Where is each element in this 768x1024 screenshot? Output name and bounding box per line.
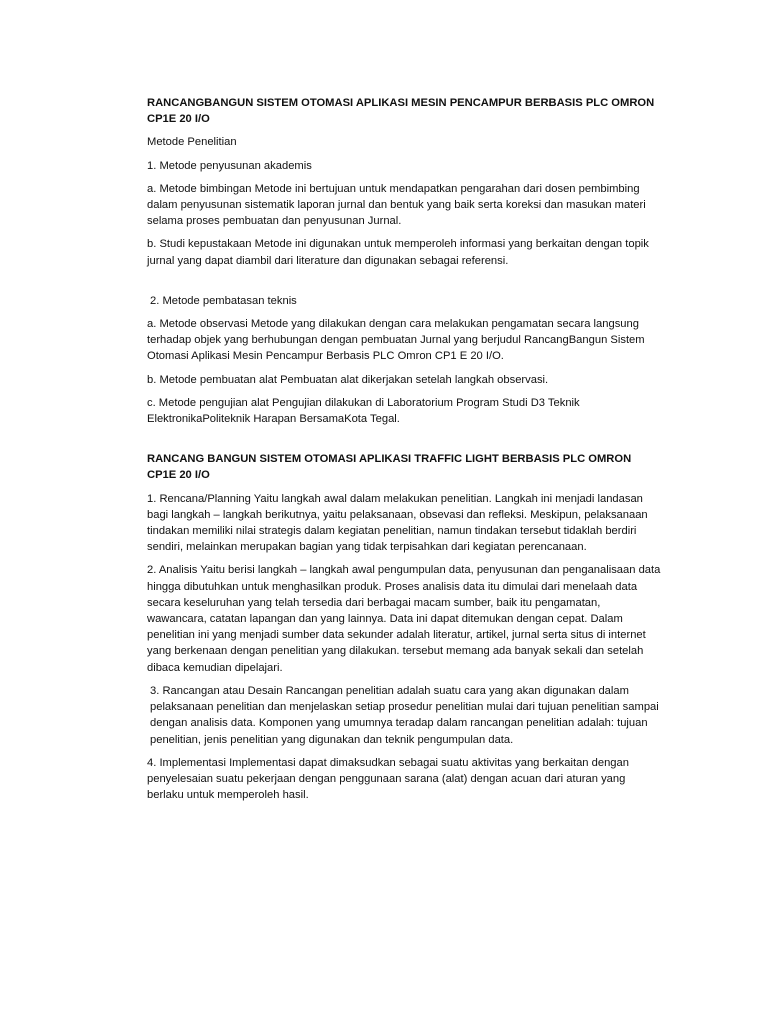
document-page	[147, 95, 662, 810]
section2-title: RANCANG BANGUN SISTEM OTOMASI APLIKASI TRAFFIC LIGHT BERBASIS PLC OMRON CP1E 20 I/O	[147, 453, 632, 482]
section1-item2: 2. Metode pembatasan teknis	[150, 294, 297, 307]
section2-paragraph-4: 4. Implementasi Implementasi dapat dimaksudkan sebagai suatu aktivitas yang berkaitan dengan penyelesaian suatu pekerjaan dengan penggunaan sarana (alat) dengan acuan dari aturan yang berlaku untuk memperoleh hasil.	[147, 756, 629, 802]
section1-title: RANCANGBANGUN SISTEM OTOMASI APLIKASI MESIN PENCAMPUR BERBASIS PLC OMRON CP1E 20 I/O	[147, 97, 655, 126]
section1-subheading: Metode Penelitian	[147, 136, 237, 149]
section2-paragraph-3: 3. Rancangan atau Desain Rancangan penelitian adalah suatu cara yang akan digunakan dalam pelaksanaan penelitian dan menjelaskan setiap prosedur penelitian mulai dari tujuan penelitian sampai dengan analisis data. Komponen yang umumnya teradap dalam rancangan penelitian adalah: tujuan penelitian, jenis penelitian yang digunakan dan teknik pengumpulan data.	[150, 684, 659, 746]
section2-paragraph-1: 1. Rencana/Planning Yaitu langkah awal dalam melakukan penelitian. Langkah ini menjadi landasan bagi langkah – langkah berikutnya, yaitu pelaksanaan, obsevasi dan refleksi. Meskipun, pelaksanaan tindakan memiliki nilai strategis dalam kegiatan penelitian, namun tindakan tersebut tidaklah berdiri sendiri, melainkan merupakan bagian yang tidak terpisahkan dari kegiatan perencanaan.	[147, 492, 648, 554]
section2-paragraph-2: 2. Analisis Yaitu berisi langkah – langkah awal pengumpulan data, penyusunan dan penganalisaan data hingga dibutuhkan untuk menghasilkan produk. Proses analisis data itu dimulai dari menelaah data secara keseluruhan yang telah tersedia dari berbagai macam sumber, baik itu pengamatan, wawancara, catatan lapangan dan yang lainnya. Data ini dapat ditemukan dengan cepat. Dalam penelitian ini yang menjadi sumber data sekunder adalah literatur, artikel, jurnal serta situs di internet yang berkenaan dengan penelitian yang dilakukan. tersebut memang ada banyak sekali dan setelah dibaca kemudian dipelajari.	[147, 564, 661, 674]
section1-item2b: b. Metode pembuatan alat Pembuatan alat dikerjakan setelah langkah observasi.	[147, 373, 549, 386]
section1-item1b: b. Studi kepustakaan Metode ini digunakan untuk memperoleh informasi yang berkaitan dengan topik jurnal yang dapat diambil dari literature dan digunakan sebagai referensi.	[147, 238, 649, 267]
section1-item2a: a. Metode observasi Metode yang dilakukan dengan cara melakukan pengamatan secara langsung terhadap objek yang berhubungan dengan pembuatan Jurnal yang berjudul RancangBangun Sistem Otomasi Aplikasi Mesin Pencampur Berbasis PLC Omron CP1 E 20 I/O.	[147, 318, 645, 363]
section1-item1a: a. Metode bimbingan Metode ini bertujuan untuk mendapatkan pengarahan dari dosen pembimbing dalam penyusunan sistematik laporan jurnal dan bentuk yang baik serta koreksi dan masukan materi selama proses pembuatan dan penyusunan Jurnal.	[147, 182, 646, 228]
section1-item2c: c. Metode pengujian alat Pengujian dilakukan di Laboratorium Program Studi D3 Teknik ElektronikaPoliteknik Harapan BersamaKota Tegal.	[147, 396, 580, 426]
section1-item1: 1. Metode penyusunan akademis	[147, 159, 312, 172]
